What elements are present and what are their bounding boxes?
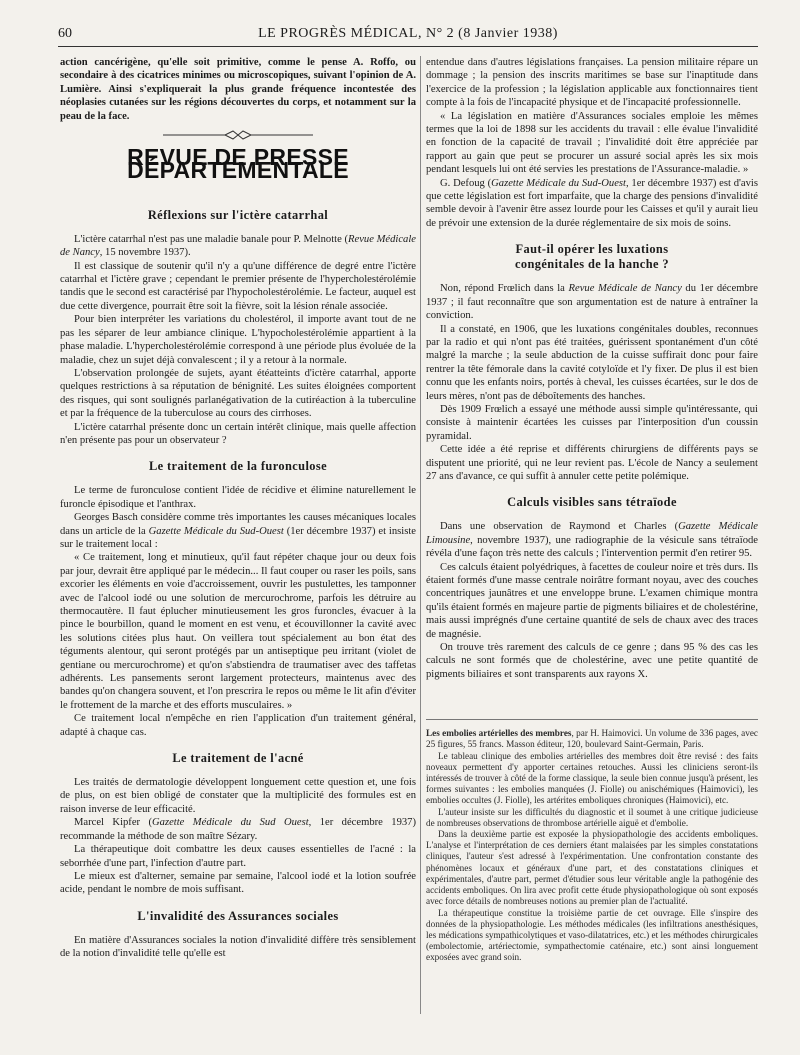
intro-paragraph: action cancérigène, qu'elle soit primitive, comme le pense A. Roffo, ou secondaire à des cicatrices minimes ou microscopiques, suivant l'opinion de A. Lumière. Ainsi s'expliquerait la plus grande fréquence incontestée des néoplasies cutanées sur les régions découvertes du corps, et notamment sur la peau de la face. bbox=[60, 57, 416, 122]
paragraph-continued: entendue dans d'autres législations françaises. La pension militaire répare un dommage ; la pension des inscrits maritimes se base sur l'inaptitude dans l'exercice de la profession ; la législation applicable aux fonctionnaires tient compte à la fois de l'incapacité physique et de l'incapacité professionnelle. bbox=[426, 57, 758, 109]
paragraph: Le terme de furonculose contient l'idée de récidive et élimine naturellement le furoncle épisodique et l'anthrax. bbox=[60, 485, 416, 510]
article-title-calculs: Calculs visibles sans tétraïode bbox=[507, 495, 677, 510]
paragraph: Ces calculs étaient polyédriques, à facettes de couleur noire et très durs. Ils étaient formés d'une masse centrale noirâtre formant noyau, avec des couches concentriques jaunâtres et une enveloppe brune. L'examen chimique montra qu'ils étaient formés en majeure partie de pigments biliaires et de cholestérine, mais aussi imprégnés d'une certaine quantité de sels de chaux avec des traces de magnésie. bbox=[426, 561, 758, 640]
paragraph: Dans une observation de Raymond et Charles (Gazette Médicale Limousine, novembre 1937), une radiographie de la vésicule sans tétraïode révéla d'une façon très nette des calculs ; l'intervention permit d'en retirer 95. bbox=[426, 521, 759, 560]
paragraph: L'observation prolongée de sujets, ayant étéatteints d'ictère catarrhal, apporte quelques restrictions à sa réputation de bénignité. Les suites éloignées comportent des risques, qui sont soulignés parlanégativation de la cutiréaction à la tuberculine et par la fréquence de la tuberculose au cours des cirrhoses. bbox=[60, 367, 416, 420]
article-title-furonculose: Le traitement de la furonculose bbox=[148, 459, 328, 474]
page-header bbox=[58, 26, 758, 46]
paragraph: Ce traitement local n'empêche en rien l'application d'un traitement général, adapté à chaque cas. bbox=[60, 713, 416, 738]
paragraph: Les traités de dermatologie développent longuement cette question et, une fois de plus, on est bien obligé de constater que la multiplicité des formules est en raison inverse de leur efficacité. bbox=[60, 777, 416, 815]
paragraph: Non, répond Frœlich dans la Revue Médicale de Nancy du 1er décembre 1937 ; il faut reconnaître que son argumentation est de nature à entraîner la conviction. bbox=[426, 283, 758, 322]
paragraph: L'ictère catarrhal n'est pas une maladie banale pour P. Melnotte (Revue Médicale de Nancy, 15 novembre 1937). bbox=[60, 233, 416, 259]
bibliography-notice bbox=[426, 728, 758, 963]
paragraph: Cette idée a été reprise et différents chirurgiens de différents pays se disputent une priorité, qui ne leur revient pas. L'école de Nancy a seulement 27 ans d'avance, ce qui suffit à annuler cette petite polémique. bbox=[426, 444, 758, 482]
running-title: LE PROGRÈS MÉDICAL, N° 2 (8 Janvier 1938) bbox=[258, 26, 558, 41]
paragraph: On trouve très rarement des calculs de ce genre ; dans 95 % des cas les calculs ne sont formés que de cholestérine, avec une petite quantité de pigments biliaires et sont transparents aux rayons X. bbox=[426, 642, 758, 680]
paragraph: La thérapeutique doit combattre les deux causes essentielles de l'acné : la seborrhée d'une part, l'infection d'autre part. bbox=[60, 844, 416, 869]
article-title-luxations: Faut-il opérer les luxations congénitales de la hanche ? bbox=[515, 242, 669, 272]
column-divider bbox=[420, 56, 421, 1014]
article-title-acne: Le traitement de l'acné bbox=[172, 751, 304, 766]
paragraph: En matière d'Assurances sociales la notion d'invalidité diffère très sensiblement de la notion d'invalidité telle qu'elle est bbox=[60, 934, 416, 960]
bibliography-heading: Les embolies artérielles des membres, par H. Haimovici. Un volume de 336 pages, avec 25 figures, 55 francs. Masson éditeur, 120, boulevard Saint-Germain, Paris. bbox=[426, 728, 759, 750]
bibliography-paragraph: Dans la deuxième partie est exposée la physiopathologie des accidents emboliques. L'analyse et l'interprétation de ces derniers étant malaisées par les simples constatations cliniques, l'auteur s'est adressé à l'expérimentation. Une confrontation constante des phénomènes locaux et généraux d'une part, et des constatations cliniques et expérimentales, d'autre part, permet d'étudier sous leur véritable angle la pathogénie des accidents emboliques. On lira avec profit cette étude physiopathologique où sont exposés avec force détails de nombreuses notions au premier plan de l'actualité. bbox=[426, 829, 758, 907]
header-rule bbox=[58, 46, 758, 47]
quotation: « Ce traitement, long et minutieux, qu'il faut répéter chaque jour ou deux fois par jour, devrait être appliqué par le médecin... Il faut couper ou raser les poils, sans excorier les éléments en voie d'accroissement, ouvrir les pustulettes, les tamponner avec de l'alcool iodé ou une solution de mercurochrome, parfois les détruire au thermocautère. Il faut éplucher minutieusement les gros furoncles, évacuer à la pince le bourbillon, quand le moment en est venu, et écouvillonner la cavité avec les solutions citées plus haut. On veillera tout spécialement au bon état des téguments alentour, qui seront protégés par un antiseptique peu irritant (violet de gentiane ou mercurochrome) et qu'on s'abstiendra de traumatiser avec des taffetas adhérents. Les pansements seront largement protecteurs, maintenus avec des bandes qu'on changera souvent, et l'on prescrira le repos ou même le lit afin d'éviter le frottement de la marche et des efforts musculaires. » bbox=[60, 552, 416, 711]
left-column bbox=[60, 56, 416, 961]
paragraph: Il est classique de soutenir qu'il n'y a qu'une différence de degré entre l'ictère catarrhal et l'ictère grave ; cependant le premier présente de l'hypercholestérolémie tandis que le second est caractérisé par l'hypocholestérolémie. Le facteur, auquel est due cette divergence, pourrait être soit la fièvre, soit la lésion rénale associée. bbox=[60, 260, 416, 312]
paragraph: Dès 1909 Frœlich a essayé une méthode aussi simple qu'intéressante, qui consiste à maintenir écartées les cuisses par l'interposition d'un coussin pyramidal. bbox=[426, 403, 758, 442]
page-number: 60 bbox=[58, 26, 72, 41]
paragraph: Pour bien interpréter les variations du cholestérol, il importe avant tout de ne pas les séparer de leur ambiance clinique. L'hypocholestérolémie appartient à la phase maladie. L'hypercholestérolémie correspond à une période plus évoluée de la maladie, chez un sujet déjà convalescent ; il y a retour à la normale. bbox=[60, 314, 416, 366]
bibliography-paragraph: La thérapeutique constitue la troisième partie de cet ouvrage. Elle s'inspire des données de la physiopathologie. Les méthodes médicales (les infiltrations anesthésiques, les médications sympathicolytiques et vaso-dilatatrices, etc.) et les méthodes chirurgicales (embolectomie, artériectomie, sympathectomie caténaire, etc.) sont ainsi longuement exposées avec grand soin. bbox=[426, 907, 758, 963]
bibliography-paragraph: Le tableau clinique des embolies artérielles des membres doit être revisé : des faits noveaux permettent d'y apporter certaines retouches. Aussi les cliniciens seront-ils intéressés de trouver à côté de la forme classique, la seule bien connue jusqu'à présent, les formes suivantes : les embolies manquées (J. Fiolle) ou anischémiques (Haimovici), les embolies occultes (J. Fiolle), les artérites emboliques chroniques (Haimovici), etc. bbox=[426, 750, 758, 806]
paragraph: Le mieux est d'alterner, semaine par semaine, l'alcool iodé et la lotion soufrée acide, pendant le nombre de mois suffisant. bbox=[60, 870, 416, 896]
article-title-invalidite: L'invalidité des Assurances sociales bbox=[137, 908, 339, 923]
paragraph: L'ictère catarrhal présente donc un certain intérêt clinique, mais quelle affection n'en présente pas pour un observateur ? bbox=[60, 421, 416, 446]
section-title: REVUE DE PRESSE DÉPARTEMENTALE bbox=[127, 144, 349, 184]
paragraph: Marcel Kipfer (Gazette Médicale du Sud Ouest, 1er décembre 1937) recommande la méthode de son maître Sézary. bbox=[60, 817, 416, 842]
paragraph: Georges Basch considère comme très importantes les causes mécaniques locales dans un article de la Gazette Médicale du Sud-Ouest (1er décembre 1937) et insiste sur le traitement local : bbox=[60, 512, 416, 550]
article-title-ictere: Réflexions sur l'ictère catarrhal bbox=[147, 207, 329, 222]
paragraph: « La législation en matière d'Assurances sociales emploie les mêmes termes que la loi de 1898 sur les accidents du travail : elle évalue l'invalidité en fonction de la capacité de travail ; l'invalidité doit être appréciée par rapport au gain que peut se procurer un assuré social après les six mois pendant lesquels lui ont été servies les prestations de l'Assurance-maladie. » bbox=[426, 110, 758, 176]
right-column bbox=[426, 56, 758, 964]
paragraph: G. Defoug (Gazette Médicale du Sud-Ouest, 1er décembre 1937) est d'avis que cette législation est fort imparfaite, que la charge des pensions d'invalidité semble devoir à l'avenir être assez lourde pour les Caisses et qu'il y aurait lieu de prévoir une extension de la durée réglementaire de six mois de soins. bbox=[426, 177, 758, 229]
paragraph: Il a constaté, en 1906, que les luxations congénitales doubles, reconnues par la radio et qui n'ont pas été traitées, guérissent spontanément d'un côté malgré la marche ; la seule abduction de la cuisse suffirait donc pour faire rentrer la tête fémorale dans la cavité cotyloïde et l'y fixer. De plus il est bien connu que les enfants noirs, portés à cheval, les cuisses écartées, sur le dos de leurs mères, n'ont pas de déboîtements des hanches. bbox=[426, 323, 758, 402]
ornament-divider bbox=[60, 129, 416, 141]
bibliography-paragraph: L'auteur insiste sur les difficultés du diagnostic et il soumet à une critique judicieuse de nombreuses observations de thrombose artérielle aiguë et d'embolie. bbox=[426, 806, 758, 828]
bibliography-rule bbox=[426, 719, 758, 720]
